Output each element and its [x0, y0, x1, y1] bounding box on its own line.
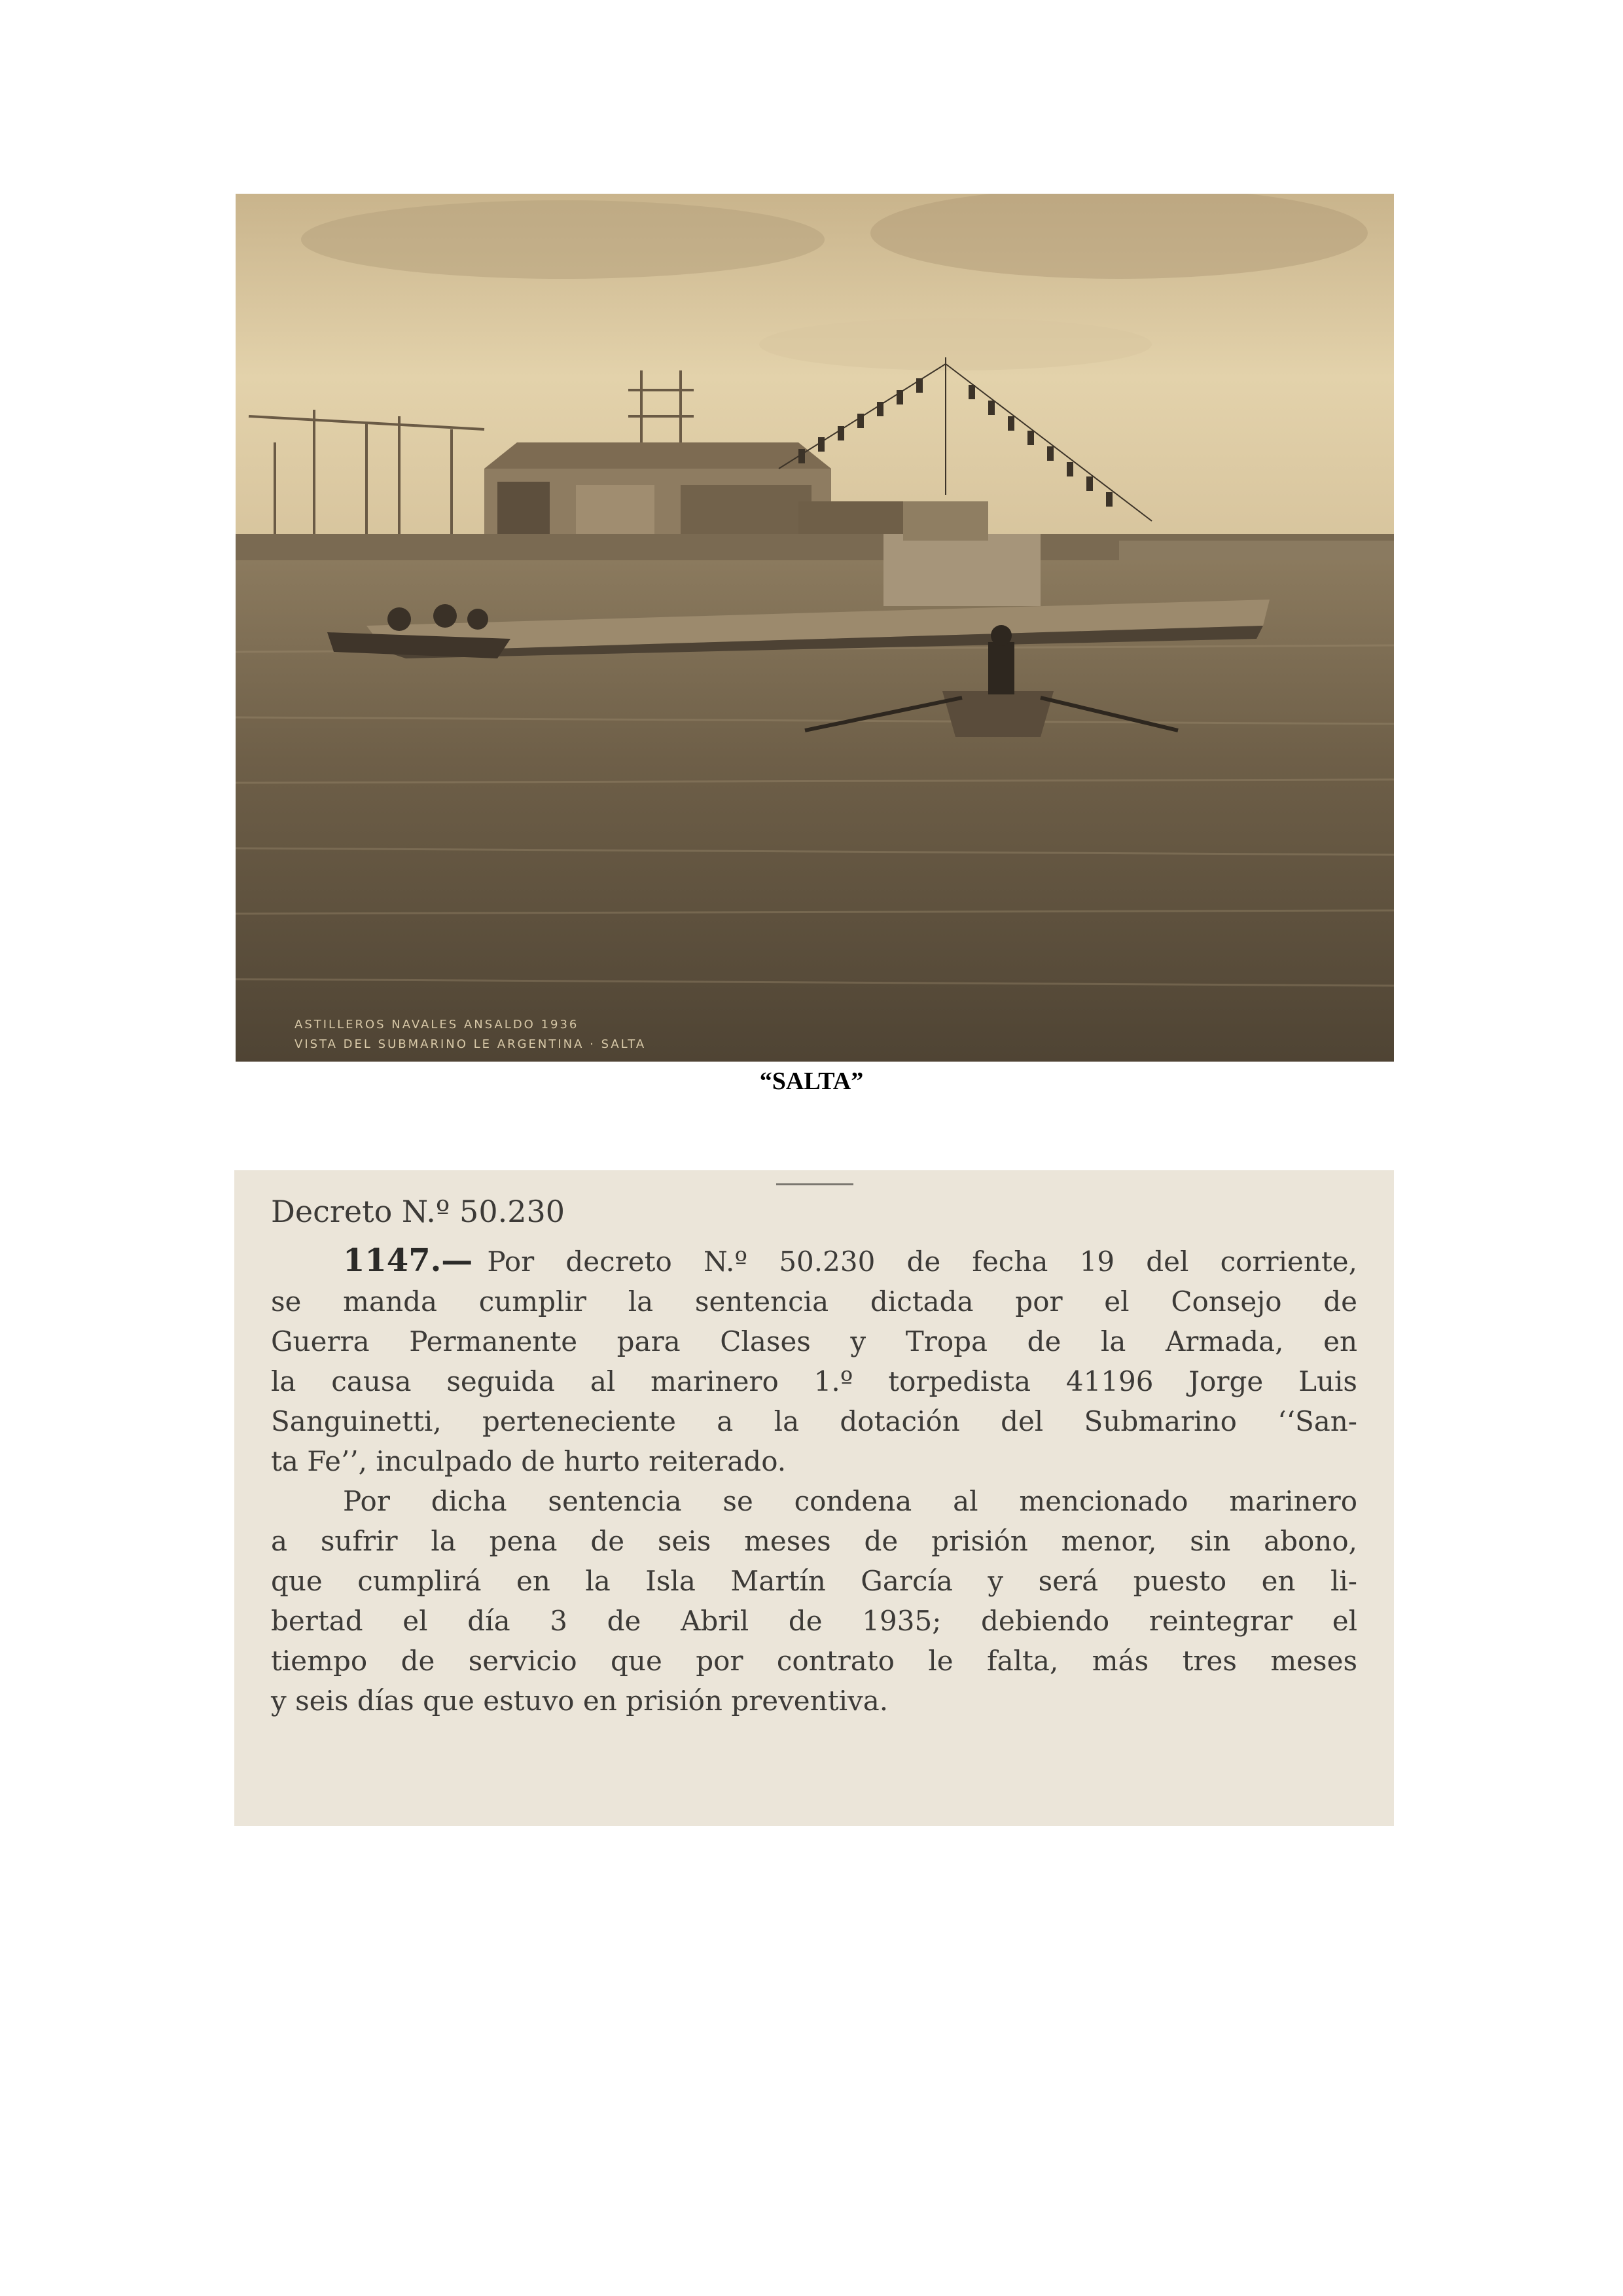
decree-line: Sanguinetti, perteneciente a la dotación del Submarino ‘‘San- — [271, 1405, 1357, 1437]
decree-line: que cumplirá en la Isla Martín García y será puesto en li- — [271, 1565, 1357, 1597]
decree-line: ta Fe’’, inculpado de hurto reiterado. — [271, 1445, 787, 1477]
decree-scan — [234, 1170, 1394, 1826]
decree-heading: Decreto N.º 50.230 — [271, 1194, 565, 1229]
decree-line: 1147.— Por decreto N.º 50.230 de fecha 19 del corriente, — [343, 1242, 1357, 1279]
decree-line: a sufrir la pena de seis meses de prisión menor, sin abono, — [271, 1525, 1357, 1557]
photo-caption: “SALTA” — [759, 1067, 864, 1095]
decree-text — [271, 1189, 1357, 1721]
submarine-photo — [236, 194, 1394, 1062]
decree-line: se manda cumplir la sentencia dictada por el Consejo de — [271, 1285, 1357, 1318]
decree-line: Por dicha sentencia se condena al mencionado marinero — [343, 1485, 1357, 1517]
photo-plate-line-2: VISTA DEL SUBMARINO LE ARGENTINA · SALTA — [294, 1037, 647, 1051]
decree-line: bertad el día 3 de Abril de 1935; debiendo reintegrar el — [271, 1605, 1357, 1637]
separator-rule — [776, 1183, 853, 1185]
decree-line: Guerra Permanente para Clases y Tropa de la Armada, en — [271, 1325, 1357, 1357]
harbor-scene — [236, 194, 1394, 1062]
photo-plate-line-1: ASTILLEROS NAVALES ANSALDO 1936 — [294, 1018, 579, 1031]
decree-line: y seis días que estuvo en prisión preventiva. — [271, 1685, 889, 1717]
decree-line: tiempo de servicio que por contrato le falta, más tres meses — [271, 1645, 1357, 1677]
decree-number: 1147.— — [343, 1242, 473, 1279]
decree-line: la causa seguida al marinero 1.º torpedista 41196 Jorge Luis — [271, 1365, 1357, 1397]
